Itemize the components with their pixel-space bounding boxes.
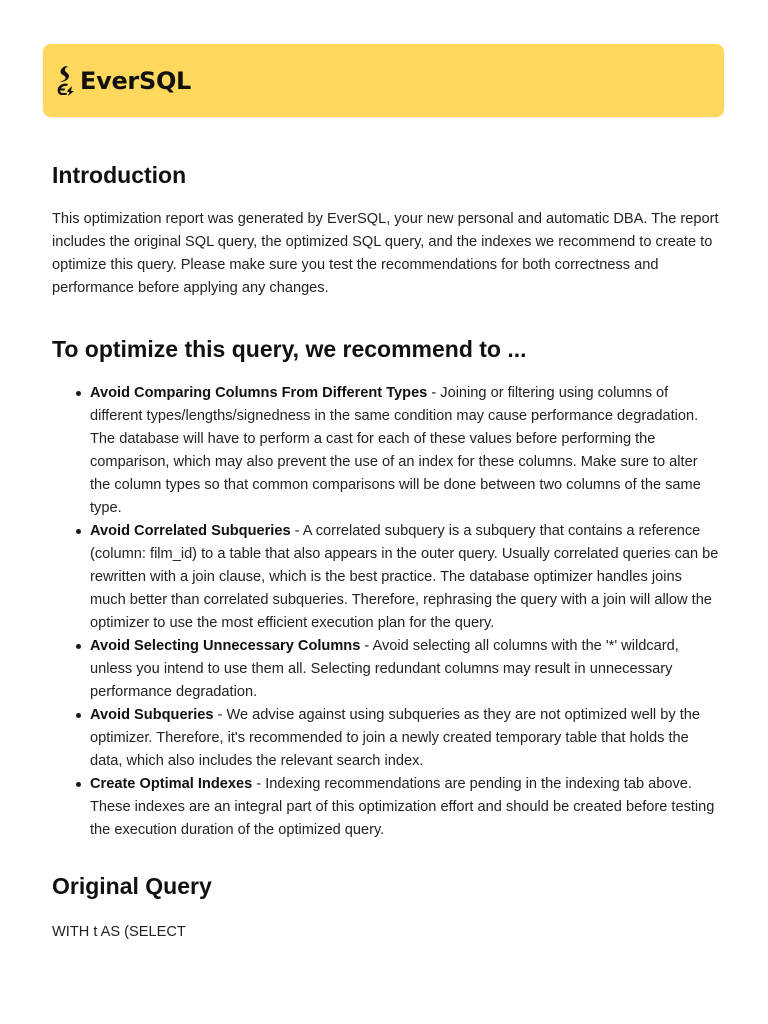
original-query-heading: Original Query xyxy=(52,873,212,899)
recommendations-list xyxy=(52,382,720,842)
recommendation-text: - Avoid selecting all columns with the '*' wildcard, unless you intend to use them all. Selecting redundant columns may result in unnecessary performance degradation. xyxy=(90,638,679,700)
brand-banner xyxy=(43,44,724,117)
bullet-icon xyxy=(76,391,81,396)
list-item xyxy=(90,635,720,704)
bullet-icon xyxy=(76,713,81,718)
recommendation-text: - Joining or filtering using columns of different types/lengths/signedness in the same condition may cause performance degradation. The database will have to perform a cast for each of these values before performing the comparison, which may also prevent the use of an index for these columns. Make sure to alter the column types so that common comparisons will be done between two columns of the same type. xyxy=(90,385,701,516)
recommendation-title: Avoid Subqueries xyxy=(90,707,214,723)
recommendation-title: Create Optimal Indexes xyxy=(90,776,253,792)
bullet-icon xyxy=(76,782,81,787)
list-item xyxy=(90,520,720,635)
recommendation-text: - A correlated subquery is a subquery that contains a reference (column: film_id) to a table that also appears in the outer query. Usually correlated queries can be rewritten with a join clause, which is the best practice. The database optimizer handles joins much better than correlated subqueries. Therefore, rephrasing the query with a join will allow the optimizer to use the most efficient execution plan for the query. xyxy=(90,523,719,631)
recommendation-title: Avoid Correlated Subqueries xyxy=(90,523,291,539)
list-item xyxy=(90,704,720,773)
bullet-icon xyxy=(76,529,81,534)
list-item xyxy=(90,382,720,520)
recommendation-title: Avoid Selecting Unnecessary Columns xyxy=(90,638,361,654)
list-item xyxy=(90,773,720,842)
introduction-heading: Introduction xyxy=(52,162,187,188)
eversql-logo xyxy=(54,64,191,98)
original-query-text: WITH t AS (SELECT xyxy=(52,924,186,940)
recommendations-heading: To optimize this query, we recommend to ... xyxy=(52,336,527,362)
bullet-icon xyxy=(76,644,81,649)
recommendation-text: - Indexing recommendations are pending in the indexing tab above. These indexes are an integral part of this optimization effort and should be created before testing the execution duration of the optimized query. xyxy=(90,776,715,838)
eversql-logo-icon xyxy=(54,64,76,98)
introduction-text: This optimization report was generated by EverSQL, your new personal and automatic DBA. The report includes the original SQL query, the optimized SQL query, and the indexes we recommend to create to optimize this query. Please make sure you test the recommendations for both correctness and performance before applying any changes. xyxy=(52,211,719,296)
recommendation-title: Avoid Comparing Columns From Different Types xyxy=(90,385,428,401)
recommendation-text: - We advise against using subqueries as they are not optimized well by the optimizer. Therefore, it's recommended to join a newly created temporary table that holds the data, which also includes the relevant search index. xyxy=(90,707,700,769)
brand-name: EverSQL xyxy=(80,67,192,95)
